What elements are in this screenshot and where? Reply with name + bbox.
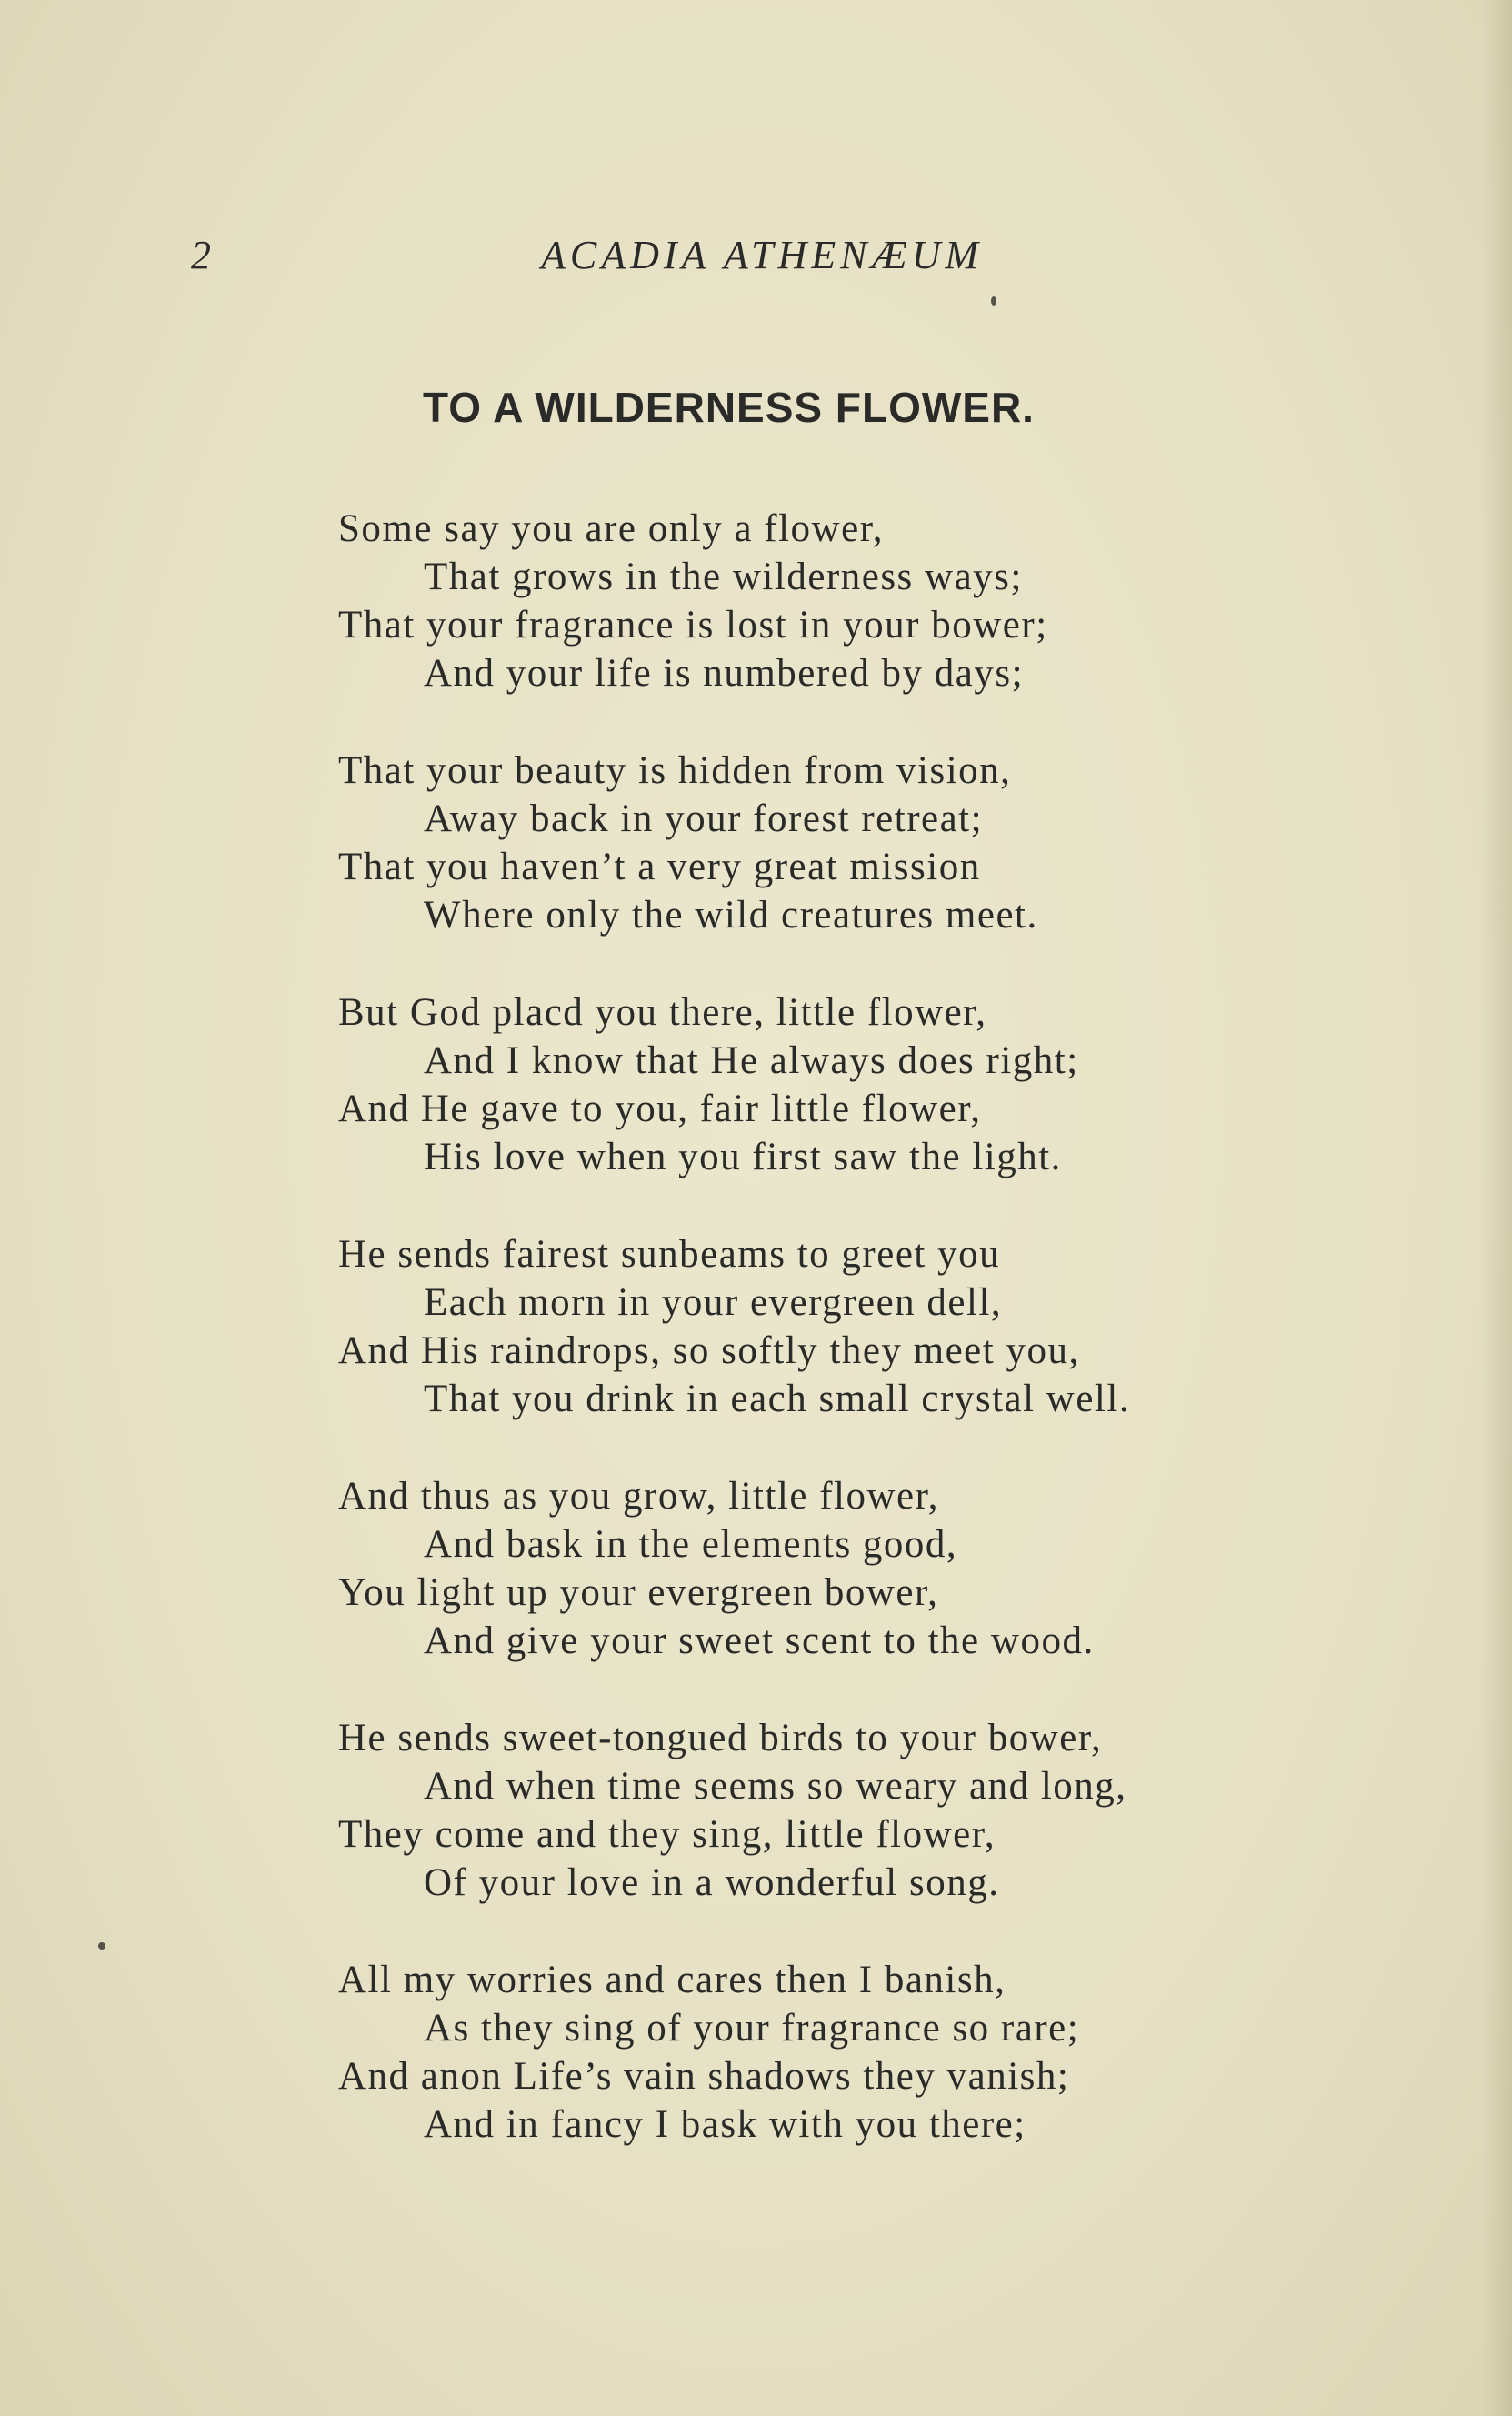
poem-line: But God placd you there, little flower, xyxy=(338,991,987,1034)
poem-line: All my worries and cares then I banish, xyxy=(338,1959,1006,2001)
stanza xyxy=(0,988,1512,1181)
poem-line: His love when you first saw the light. xyxy=(424,1136,1062,1178)
running-head: ACADIA ATHENÆUM xyxy=(541,233,984,277)
poem-line: That grows in the wilderness ways; xyxy=(424,556,1023,598)
poem-line: You light up your evergreen bower, xyxy=(338,1571,939,1614)
poem-line: That your beauty is hidden from vision, xyxy=(338,749,1012,792)
poem-line: And I know that He always does right; xyxy=(424,1039,1079,1082)
poem-line: He sends fairest sunbeams to greet you xyxy=(338,1233,1001,1276)
poem-line: Some say you are only a flower, xyxy=(338,507,885,550)
poem-line: As they sing of your fragrance so rare; xyxy=(424,2007,1080,2050)
page-number: 2 xyxy=(191,233,211,277)
poem-line: They come and they sing, little flower, xyxy=(338,1813,996,1856)
poem-line: And your life is numbered by days; xyxy=(424,652,1025,695)
poem-line: And thus as you grow, little flower, xyxy=(338,1475,939,1518)
stanza xyxy=(0,505,1512,697)
poem-line: He sends sweet-tongued birds to your bower, xyxy=(338,1717,1103,1759)
poem-line: And His raindrops, so softly they meet you, xyxy=(338,1329,1080,1372)
poem-line: And bask in the elements good, xyxy=(424,1523,958,1566)
poem-line: That you drink in each small crystal well. xyxy=(424,1378,1131,1420)
poem-line: Each morn in your evergreen dell, xyxy=(424,1281,1003,1324)
poem-title: TO A WILDERNESS FLOWER. xyxy=(423,384,1035,431)
stanza xyxy=(0,1714,1512,1907)
stanza xyxy=(0,1230,1512,1423)
poem-line: And He gave to you, fair little flower, xyxy=(338,1088,982,1130)
poem-line: And give your sweet scent to the wood. xyxy=(424,1619,1095,1662)
poem-line: Away back in your forest retreat; xyxy=(424,797,984,840)
stanza xyxy=(0,747,1512,939)
poem-line: Where only the wild creatures meet. xyxy=(424,894,1038,937)
stanza xyxy=(0,1956,1512,2149)
stanza xyxy=(0,1472,1512,1665)
poem-body xyxy=(0,505,1512,2198)
ink-speck xyxy=(98,1942,105,1950)
ink-speck xyxy=(991,296,996,306)
poem-line: And in fancy I bask with you there; xyxy=(424,2103,1026,2146)
poem-line: Of your love in a wonderful song. xyxy=(424,1861,1000,1904)
poem-line: That you haven’t a very great mission xyxy=(338,846,981,888)
poem-line: And anon Life’s vain shadows they vanish; xyxy=(338,2055,1070,2098)
poem-line: And when time seems so weary and long, xyxy=(424,1765,1127,1808)
poem-line: That your fragrance is lost in your bower; xyxy=(338,604,1048,647)
